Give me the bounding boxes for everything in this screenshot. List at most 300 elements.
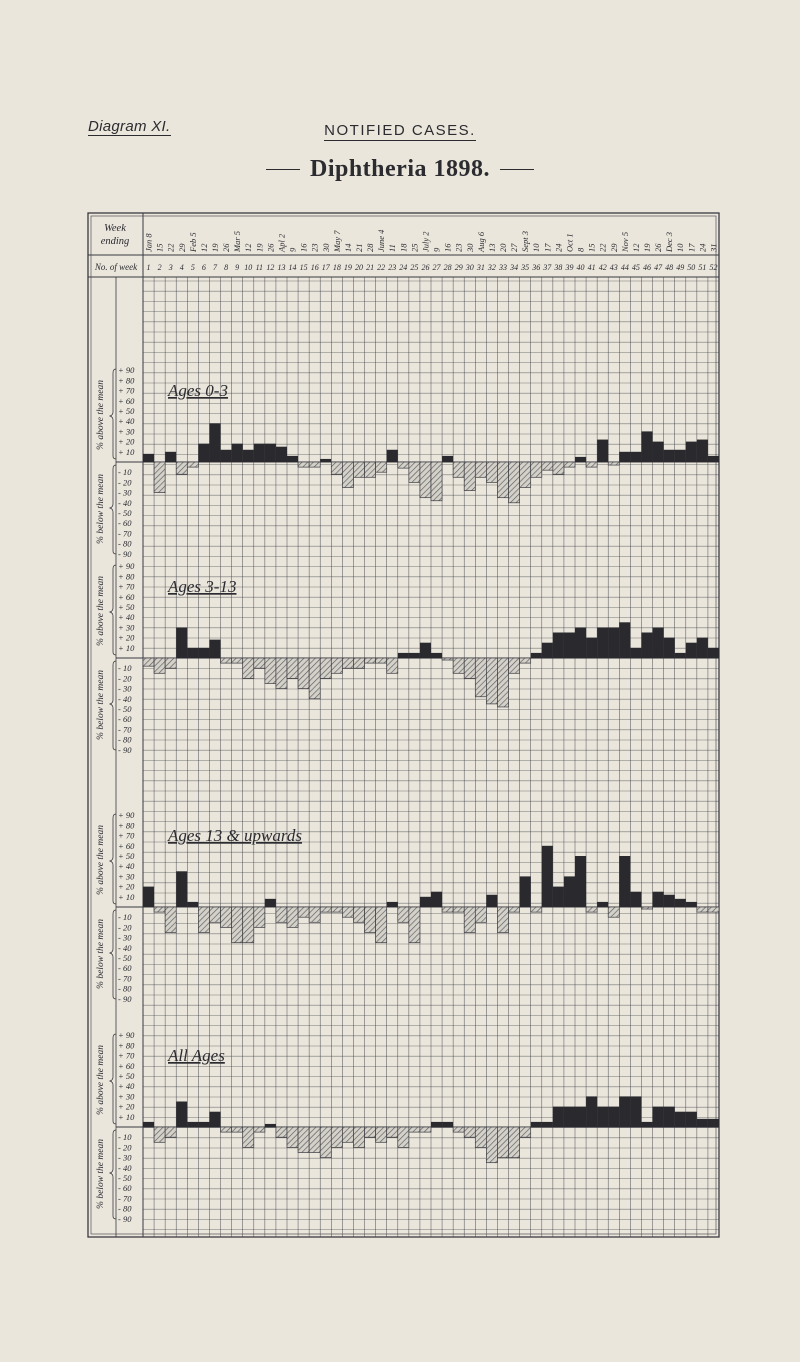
bar-below-mean — [353, 658, 364, 668]
week-date-label: 19 — [254, 243, 265, 252]
bar-below-mean — [398, 462, 409, 468]
bar-below-mean — [509, 658, 520, 673]
bar-below-mean — [509, 1127, 520, 1158]
week-number-label: 21 — [366, 263, 375, 272]
bracket-above — [110, 814, 116, 904]
bar-above-mean — [575, 457, 586, 462]
week-number-label: 48 — [665, 263, 674, 272]
below-mean-label: % below the mean — [96, 474, 106, 544]
week-date-label: Aug 6 — [475, 231, 486, 252]
week-number-label: 4 — [179, 263, 184, 272]
bar-below-mean — [331, 1127, 342, 1147]
tick-label-below: - 60 — [118, 963, 132, 974]
bar-below-mean — [497, 462, 508, 498]
week-date-label: 15 — [586, 243, 597, 252]
tick-label-below: - 30 — [118, 932, 132, 943]
week-number-label: 30 — [465, 263, 474, 272]
bar-above-mean — [597, 902, 608, 907]
tick-label-above: + 60 — [118, 1060, 135, 1071]
tick-label-below: - 80 — [118, 538, 132, 549]
tick-label-below: - 10 — [118, 912, 132, 923]
bar-above-mean — [176, 871, 187, 907]
bar-below-mean — [453, 907, 464, 912]
bar-above-mean — [420, 643, 431, 658]
above-mean-label: % above the mean — [96, 825, 106, 895]
bar-below-mean — [331, 462, 342, 474]
bar-above-mean — [553, 887, 564, 907]
bar-above-mean — [276, 447, 287, 462]
tick-label-below: - 80 — [118, 734, 132, 745]
bar-above-mean — [542, 1122, 553, 1127]
tick-label-above: + 50 — [118, 602, 135, 612]
bar-above-mean — [209, 640, 220, 658]
tick-label-above: + 50 — [118, 406, 135, 416]
week-number-label: 2 — [157, 263, 162, 272]
bar-above-mean — [575, 627, 586, 658]
bar-above-mean — [243, 450, 254, 462]
bar-below-mean — [564, 462, 575, 467]
bar-below-mean — [342, 462, 353, 488]
bar-above-mean — [398, 653, 409, 658]
bar-below-mean — [154, 1127, 165, 1142]
bar-below-mean — [254, 1127, 265, 1132]
week-number-label: 25 — [410, 263, 419, 272]
bar-above-mean — [664, 638, 675, 658]
bar-below-mean — [365, 907, 376, 933]
bar-below-mean — [154, 462, 165, 493]
chart-grid — [88, 213, 719, 1237]
tick-label-below: - 90 — [118, 993, 132, 1004]
bar-above-mean — [564, 876, 575, 907]
bar-below-mean — [475, 1127, 486, 1147]
bar-above-mean — [597, 627, 608, 658]
week-number-label: 32 — [487, 263, 496, 272]
bar-above-mean — [387, 450, 398, 462]
bar-above-mean — [619, 452, 630, 462]
bar-below-mean — [165, 1127, 176, 1137]
bar-above-mean — [209, 423, 220, 462]
bar-below-mean — [165, 658, 176, 668]
bar-above-mean — [553, 633, 564, 659]
bar-below-mean — [243, 1127, 254, 1147]
bar-below-mean — [221, 907, 232, 927]
tick-label-above: + 40 — [118, 861, 135, 872]
bar-below-mean — [409, 462, 420, 482]
week-number-label: 23 — [388, 263, 397, 272]
bar-below-mean — [154, 907, 165, 912]
bar-below-mean — [232, 907, 243, 943]
bar-below-mean — [287, 658, 298, 678]
week-date-label: 19 — [642, 243, 652, 252]
week-number-label: 38 — [554, 263, 563, 272]
bar-below-mean — [409, 907, 420, 943]
week-number-label: 27 — [432, 263, 441, 272]
week-date-label: 19 — [210, 243, 220, 252]
bracket-below — [110, 910, 116, 999]
bar-below-mean — [232, 1127, 243, 1132]
bar-below-mean — [497, 658, 508, 707]
bar-above-mean — [265, 899, 276, 907]
tick-label-above: + 80 — [118, 820, 135, 831]
tick-label-above: + 50 — [118, 851, 135, 861]
bar-above-mean — [232, 444, 243, 462]
bar-below-mean — [453, 462, 464, 477]
week-number-label: 26 — [421, 263, 430, 272]
bar-below-mean — [398, 907, 409, 922]
bar-below-mean — [376, 462, 387, 472]
bar-below-mean — [309, 658, 320, 699]
week-date-label: 20 — [498, 243, 508, 252]
bar-below-mean — [342, 907, 353, 917]
tick-label-below: - 30 — [118, 487, 132, 498]
tick-label-above: + 90 — [118, 365, 135, 376]
week-ending-label: Week — [104, 223, 126, 234]
tick-label-above: + 60 — [118, 840, 135, 851]
week-number-label: 33 — [499, 263, 507, 272]
bar-above-mean — [187, 1122, 198, 1127]
bar-above-mean — [664, 895, 675, 907]
tick-label-above: + 90 — [118, 561, 135, 572]
bar-above-mean — [708, 648, 719, 658]
bar-below-mean — [464, 658, 475, 678]
bar-below-mean — [376, 1127, 387, 1142]
tick-label-below: - 90 — [118, 548, 132, 559]
tick-label-above: + 20 — [118, 632, 135, 643]
bracket-below — [110, 661, 116, 750]
bar-below-mean — [641, 907, 652, 909]
bar-below-mean — [531, 907, 542, 912]
tick-label-below: - 40 — [118, 1162, 132, 1173]
bar-above-mean — [187, 648, 198, 658]
bar-below-mean — [331, 658, 342, 673]
below-mean-label: % below the mean — [96, 1139, 106, 1209]
bar-below-mean — [453, 1127, 464, 1132]
bar-below-mean — [342, 1127, 353, 1142]
bar-above-mean — [675, 653, 686, 658]
bar-below-mean — [320, 1127, 331, 1158]
week-number-label: 51 — [698, 263, 707, 272]
bar-below-mean — [254, 658, 265, 668]
bar-below-mean — [176, 462, 187, 474]
bar-above-mean — [254, 444, 265, 462]
bar-below-mean — [309, 907, 320, 922]
tick-label-above: + 30 — [118, 622, 135, 633]
above-mean-label: % above the mean — [96, 380, 106, 450]
panel-name-label: Ages 13 & upwards — [168, 826, 302, 845]
bar-below-mean — [298, 1127, 309, 1153]
bar-below-mean — [376, 658, 387, 663]
bar-below-mean — [475, 907, 486, 922]
bar-above-mean — [176, 1102, 187, 1128]
bar-above-mean — [619, 1096, 630, 1127]
bar-above-mean — [619, 856, 630, 907]
week-number-label: 47 — [654, 263, 663, 272]
bar-below-mean — [520, 1127, 531, 1137]
tick-label-below: - 60 — [118, 1183, 132, 1194]
bar-above-mean — [431, 892, 442, 907]
bar-below-mean — [553, 462, 564, 474]
tick-label-below: - 40 — [118, 693, 132, 704]
bar-below-mean — [232, 658, 243, 663]
bar-below-mean — [353, 462, 364, 477]
week-date-label: 27 — [509, 243, 520, 252]
bar-below-mean — [509, 907, 520, 912]
tick-label-below: - 90 — [118, 1213, 132, 1224]
tick-label-above: + 40 — [118, 612, 135, 623]
bar-above-mean — [697, 1119, 708, 1127]
tick-label-below: - 50 — [118, 1173, 132, 1183]
tick-label-above: + 70 — [118, 581, 135, 592]
tick-label-below: - 50 — [118, 953, 132, 963]
week-date-label: 10 — [531, 243, 542, 252]
week-number-label: 45 — [631, 263, 640, 272]
bar-below-mean — [254, 907, 265, 927]
bar-below-mean — [365, 1127, 376, 1137]
week-date-label: 16 — [442, 243, 453, 252]
bar-above-mean — [143, 887, 154, 907]
tick-label-below: - 60 — [118, 714, 132, 725]
bar-below-mean — [287, 1127, 298, 1147]
week-date-label: Oct 1 — [564, 233, 575, 252]
bar-below-mean — [464, 907, 475, 933]
week-date-label: 9 — [287, 247, 298, 252]
bar-above-mean — [320, 459, 331, 462]
bar-below-mean — [486, 462, 497, 482]
bar-above-mean — [608, 627, 619, 658]
week-number-label: 5 — [190, 263, 195, 272]
week-number-label: 41 — [587, 263, 596, 272]
week-date-label: 16 — [298, 243, 309, 252]
tick-label-above: + 10 — [118, 446, 135, 457]
week-number-label: 46 — [643, 263, 651, 272]
week-number-label: 6 — [201, 263, 206, 272]
bar-above-mean — [686, 442, 697, 462]
week-date-label: 18 — [398, 243, 409, 252]
bar-above-mean — [520, 876, 531, 907]
week-number-label: 13 — [277, 263, 286, 272]
bar-above-mean — [198, 444, 209, 462]
week-date-label: Sept 3 — [520, 230, 531, 252]
bar-above-mean — [708, 456, 719, 462]
week-number-label: 18 — [332, 263, 341, 272]
bracket-below — [110, 465, 116, 554]
bar-above-mean — [608, 1107, 619, 1127]
bar-above-mean — [653, 627, 664, 658]
bar-above-mean — [265, 444, 276, 462]
week-date-label: 24 — [553, 243, 564, 252]
week-number-label: 43 — [609, 263, 618, 272]
tick-label-above: + 40 — [118, 416, 135, 427]
tick-label-above: + 20 — [118, 881, 135, 892]
bar-above-mean — [287, 456, 298, 462]
bar-above-mean — [697, 638, 708, 658]
bar-above-mean — [165, 452, 176, 462]
diagram-label: Diagram XI. — [88, 118, 171, 135]
week-number-label: 31 — [476, 263, 485, 272]
bar-above-mean — [198, 1122, 209, 1127]
bar-above-mean — [442, 456, 453, 462]
tick-label-above: + 90 — [118, 1030, 135, 1041]
week-date-label: 23 — [309, 243, 320, 252]
week-number-label: 40 — [576, 263, 585, 272]
tick-label-above: + 30 — [118, 1091, 135, 1102]
tick-label-below: - 90 — [118, 744, 132, 755]
chart-frame-inner — [91, 216, 719, 1234]
bar-below-mean — [320, 907, 331, 912]
week-number-label: 49 — [676, 263, 685, 272]
bar-above-mean — [575, 1107, 586, 1127]
bar-below-mean — [520, 462, 531, 488]
week-date-label: 26 — [221, 243, 232, 252]
week-date-label: 28 — [365, 243, 376, 252]
week-date-label: 21 — [354, 243, 364, 252]
bar-above-mean — [575, 856, 586, 907]
bar-below-mean — [464, 462, 475, 491]
bar-below-mean — [442, 658, 453, 660]
week-number-label: 29 — [454, 263, 463, 272]
bar-above-mean — [221, 450, 232, 462]
tick-label-below: - 70 — [118, 973, 132, 984]
bar-below-mean — [243, 658, 254, 678]
bar-above-mean — [187, 902, 198, 907]
bar-below-mean — [486, 658, 497, 704]
bar-below-mean — [198, 907, 209, 933]
tick-label-above: + 10 — [118, 642, 135, 653]
bar-below-mean — [431, 462, 442, 501]
tick-label-above: + 10 — [118, 1111, 135, 1122]
bar-below-mean — [475, 462, 486, 477]
bar-below-mean — [608, 462, 619, 465]
tick-label-above: + 50 — [118, 1071, 135, 1081]
week-date-label: 29 — [608, 243, 619, 252]
week-date-label: 30 — [464, 243, 475, 252]
week-date-label: July 2 — [420, 231, 431, 252]
bar-above-mean — [675, 450, 686, 462]
bar-below-mean — [387, 658, 398, 673]
bar-below-mean — [287, 907, 298, 927]
bar-below-mean — [165, 907, 176, 933]
tick-label-below: - 20 — [118, 673, 132, 684]
week-number-label: 20 — [355, 263, 363, 272]
week-date-label: 14 — [342, 243, 353, 252]
bar-above-mean — [653, 892, 664, 907]
bar-below-mean — [509, 462, 520, 503]
bar-above-mean — [387, 902, 398, 907]
tick-label-above: + 80 — [118, 1040, 135, 1051]
bar-below-mean — [298, 658, 309, 689]
tick-label-below: - 80 — [118, 983, 132, 994]
bar-below-mean — [243, 907, 254, 943]
week-date-label: 30 — [320, 243, 331, 252]
bar-above-mean — [431, 1122, 442, 1127]
week-date-label: 17 — [686, 243, 697, 252]
bracket-above — [110, 1034, 116, 1124]
tick-label-above: + 60 — [118, 395, 135, 406]
bar-below-mean — [276, 1127, 287, 1137]
chart-title: Diphtheria 1898. — [309, 156, 490, 182]
bar-above-mean — [641, 633, 652, 659]
week-date-label: 11 — [387, 244, 398, 252]
week-number-header: No. of week — [94, 262, 138, 272]
bar-below-mean — [409, 1127, 420, 1132]
tick-label-below: - 60 — [118, 518, 132, 529]
bar-below-mean — [209, 907, 220, 922]
bar-above-mean — [630, 892, 641, 907]
bar-below-mean — [486, 1127, 497, 1163]
tick-label-above: + 80 — [118, 571, 135, 582]
bar-below-mean — [475, 658, 486, 697]
bar-below-mean — [365, 462, 376, 477]
bar-above-mean — [653, 1107, 664, 1127]
week-date-label: 12 — [198, 243, 209, 252]
week-date-label: Apl 2 — [276, 233, 287, 252]
panel-name-label: All Ages — [168, 1046, 225, 1065]
week-number-label: 3 — [168, 263, 173, 272]
bracket-above — [110, 369, 116, 459]
tick-label-below: - 30 — [118, 1152, 132, 1163]
bar-below-mean — [420, 1127, 431, 1132]
bar-above-mean — [209, 1112, 220, 1127]
bar-below-mean — [221, 1127, 232, 1132]
tick-label-below: - 40 — [118, 497, 132, 508]
tick-label-below: - 10 — [118, 467, 132, 478]
week-date-label: May 7 — [331, 230, 342, 252]
week-number-label: 28 — [443, 263, 452, 272]
bar-below-mean — [143, 658, 154, 666]
bar-below-mean — [497, 1127, 508, 1158]
bar-above-mean — [708, 1119, 719, 1127]
week-date-label: 22 — [597, 243, 608, 252]
tick-label-above: + 70 — [118, 830, 135, 841]
tick-label-below: - 70 — [118, 528, 132, 539]
bar-above-mean — [641, 431, 652, 462]
week-number-label: 11 — [255, 263, 264, 272]
bar-above-mean — [686, 1112, 697, 1127]
week-number-label: 34 — [510, 263, 519, 272]
bar-above-mean — [686, 643, 697, 658]
bar-above-mean — [431, 653, 442, 658]
week-number-label: 35 — [521, 263, 530, 272]
bar-above-mean — [176, 627, 187, 658]
tick-label-above: + 30 — [118, 871, 135, 882]
tick-label-above: + 20 — [118, 1101, 135, 1112]
week-number-label: 8 — [224, 263, 229, 272]
bar-above-mean — [619, 622, 630, 658]
week-number-label: 16 — [310, 263, 319, 272]
week-number-label: 37 — [543, 263, 552, 272]
week-date-label: 12 — [630, 243, 641, 252]
bar-below-mean — [309, 1127, 320, 1153]
bar-above-mean — [675, 1112, 686, 1127]
bar-above-mean — [641, 1122, 652, 1127]
below-mean-label: % below the mean — [96, 670, 106, 740]
week-number-label: 22 — [377, 263, 386, 272]
bar-below-mean — [309, 462, 320, 467]
bar-above-mean — [143, 454, 154, 462]
bar-above-mean — [420, 897, 431, 907]
bar-below-mean — [708, 907, 719, 912]
week-date-label: Jan 8 — [143, 233, 154, 252]
tick-label-above: + 60 — [118, 591, 135, 602]
bar-above-mean — [697, 440, 708, 462]
bar-above-mean — [675, 899, 686, 907]
tick-label-below: - 80 — [118, 1203, 132, 1214]
bar-below-mean — [464, 1127, 475, 1137]
week-number-label: 14 — [288, 263, 297, 272]
bar-above-mean — [664, 450, 675, 462]
bar-above-mean — [686, 902, 697, 907]
bar-below-mean — [453, 658, 464, 673]
